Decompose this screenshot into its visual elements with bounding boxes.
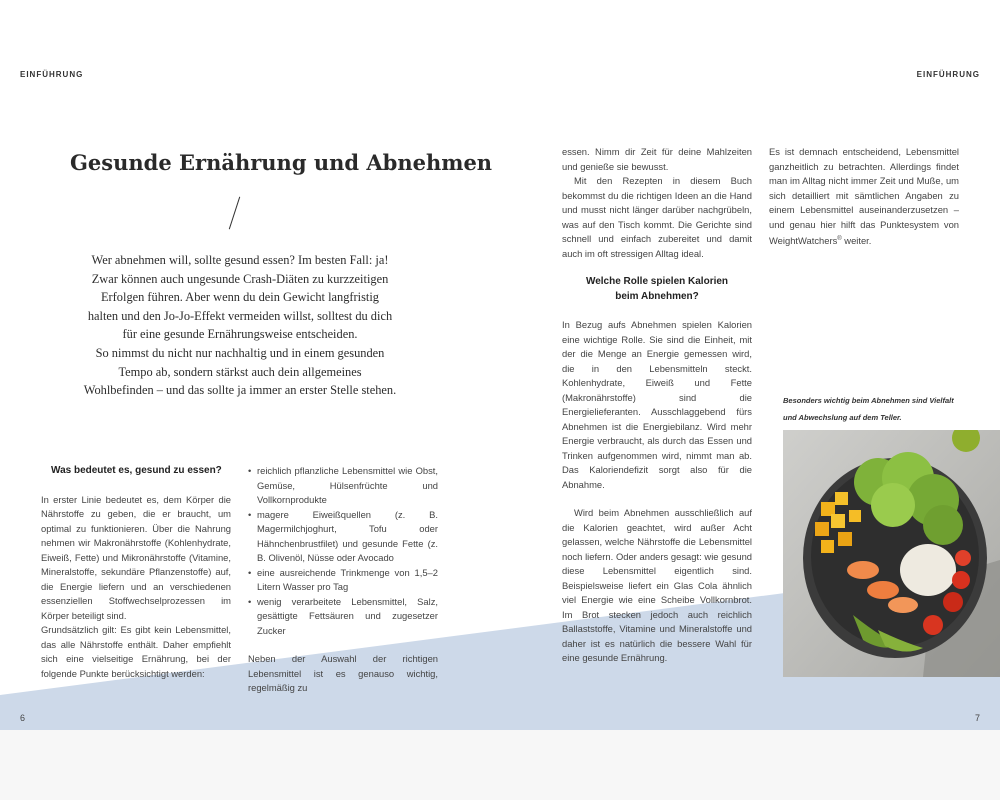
list-item-text: eine ausreichende Trinkmenge von 1,5–2 Litern Wasser pro Tag <box>257 566 438 592</box>
paragraph: Wird beim Abnehmen ausschließlich auf die Kalorien geachtet, wird außer Acht gelassen, welche Nährstoffe die Lebensmittel noch liefern. Oder anders gesagt: wie gesund diese Lebensmittel eigentlich sind. Beispielsweise liefert ein Glas Cola ähnlich viel Energie wie eine Scheibe Vollkornbrot. Im Brot stecken jedoch auch reichlich Ballaststoffe, Vitamine und Mineralstoffe und daher ist es natürlich die bessere Wahl für eine gesunde Ernährung. <box>562 507 752 663</box>
intro-line: So nimmst du nicht nur nachhaltig und in einem gesunden <box>95 345 385 360</box>
bullet-icon: • <box>248 465 252 476</box>
list-item <box>248 464 438 508</box>
bullet-list <box>248 464 438 638</box>
rice <box>900 544 956 596</box>
section-label-right: EINFÜHRUNG <box>916 70 980 79</box>
page-number-right: 7 <box>974 713 980 723</box>
paragraph: In Bezug aufs Abnehmen spielen Kalorien eine wichtige Rolle. Sie sind die Einheit, mit der die Menge an Energie gemessen wird, die in den Lebensmitteln steckt. Kohlenhydrate, Eiweiß und Fette (Makronährstoffe) sind die Energielieferanten. Ausschlaggebend fürs Abnehmen ist die Energiebilanz. Wird mehr Energie verbraucht, als durch das Essen und Trinken aufgenommen wird, nimmt man ab. Das Kaloriendefizit sorgt also für die Abnahme. <box>562 319 752 490</box>
paragraph: In erster Linie bedeutet es, dem Körper die Nährstoffe zu geben, die er braucht, um optimal zu funktionieren. Über die Nahrung nehmen wir Makronährstoffe (Kohlenhydrate, Eiweiß, Fette) und Mikronährstoffe (Vitamine, Mineralstoffe, sekundäre Pflanzenstoffe) auf, die Energie liefern und an verschiedenen essenziellen Stoffwechselprozessen im Körper beteiligt sind. <box>41 493 231 621</box>
registered-mark: ® <box>837 236 842 242</box>
photo-caption <box>783 392 993 426</box>
bullet-icon: • <box>248 566 252 578</box>
paragraph <box>769 145 959 249</box>
paragraph: Grundsätzlich gilt: Es gibt kein Lebensmittel, das alle Nährstoffe enthält. Daher empfiehlt sich eine vielseitige Ernährung, bei der folgende Punkte berücksichtigt werden: <box>41 624 231 679</box>
intro-line: Erfolgen führen. Aber wenn du dein Gewicht langfristig <box>100 290 380 305</box>
intro-paragraph <box>70 251 410 400</box>
list-item-text: reichlich pflanzliche Lebensmittel wie Obst, Gemüse, Hülsenfrüchte und Vollkornprodukte <box>257 465 438 505</box>
section-label-left: EINFÜHRUNG <box>20 70 84 79</box>
section-heading: Was bedeutet es, gesund zu essen? <box>51 465 222 476</box>
intro-line: Wohlbefinden – und das sollte ja immer an erster Stelle stehen. <box>83 383 397 398</box>
heading-line: beim Abnehmen? <box>615 290 699 302</box>
caption-line: Besonders wichtig beim Abnehmen sind Vielfalt <box>783 396 954 405</box>
paragraph: Neben der Auswahl der richtigen Lebensmittel ist es genauso wichtig, regelmäßig zu <box>248 653 438 693</box>
intro-line: halten und den Jo-Jo-Effekt vermeiden willst, solltest du dich <box>87 308 393 323</box>
intro-line: Tempo ab, sondern stärkst auch dein allgemeines <box>118 364 362 379</box>
paragraph: essen. Nimm dir Zeit für deine Mahlzeiten und genieße sie bewusst. <box>562 146 752 172</box>
list-item-text: magere Eiweißquellen (z. B. Magermilchjoghurt, Tofu oder Hähnchenbrustfilet) und gesunde Fette (z. B. Olivenöl, Nüsse oder Avocado <box>257 508 438 563</box>
below-page-area <box>0 730 1000 800</box>
food-bowl-photo <box>783 430 1000 677</box>
heading-line: Welche Rolle spielen Kalorien <box>585 276 729 287</box>
intro-line: Zwar können auch ungesunde Crash-Diäten zu kurzzeitigen <box>91 271 389 286</box>
bullet-icon: • <box>248 595 252 607</box>
list-item <box>248 566 438 595</box>
intro-line: Wer abnehmen will, sollte gesund essen? Im besten Fall: ja! <box>91 253 389 267</box>
paragraph: Mit den Rezepten in diesem Buch bekommst du die richtigen Ideen an die Hand und musst nicht länger darüber nachgrübeln, was auf den Tisch kommt. Die Gerichte sind schnell und einfach zubereitet und damit auch im oft stressigen Alltag ideal. <box>562 175 752 259</box>
page-number-left: 6 <box>20 713 26 723</box>
list-item <box>248 595 438 639</box>
bullet-icon: • <box>248 508 252 520</box>
intro-line: für eine gesunde Ernährungsweise entscheiden. <box>122 327 358 342</box>
section-heading <box>562 275 752 304</box>
column-1 <box>41 464 231 681</box>
paragraph-text-end: weiter. <box>841 235 872 247</box>
column-4 <box>769 145 959 249</box>
list-item <box>248 508 438 566</box>
paragraph-text: Es ist demnach entscheidend, Lebensmittel ganzheitlich zu betrachten. Allerdings findet man im Alltag nicht immer Zeit und Muße, um sich detailliert mit sämtlichen Angaben zu einem Lebensmittel auseinanderzusetzen – und genau hier hilft das Punktesystem von WeightWatchers <box>769 146 959 247</box>
list-item-text: wenig verarbeitete Lebensmittel, Salz, gesättigte Fettsäuren und zugesetzer Zucker <box>257 595 438 636</box>
column-2 <box>248 464 438 696</box>
caption-line: und Abwechslung auf dem Teller. <box>783 413 902 422</box>
column-3 <box>562 145 752 666</box>
page-title: Gesunde Ernährung und Abnehmen <box>70 150 493 175</box>
